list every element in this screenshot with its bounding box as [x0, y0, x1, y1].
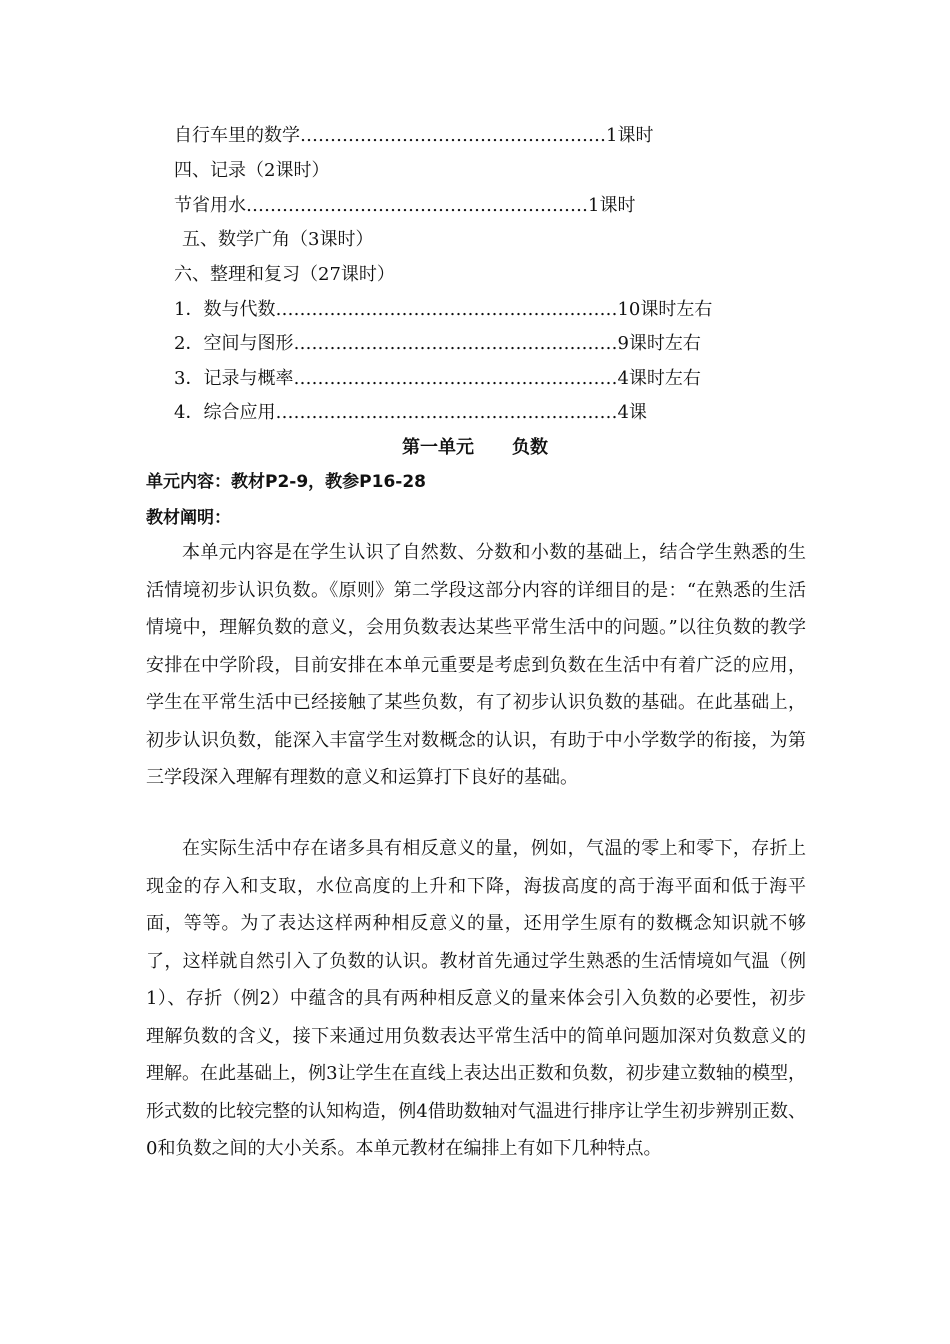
toc-line-bicycle-math: 自行车里的数学……………………………………………1课时 [174, 125, 654, 146]
toc-section-math-corner: 五、数学广角（3课时） [182, 229, 374, 250]
unit-number: 第一单元 [402, 437, 474, 458]
material-heading: 教材阐明： [146, 508, 231, 528]
toc-line-comprehensive: 4．综合应用…………………………………………………4课 [174, 402, 647, 423]
toc-line-number-algebra: 1．数与代数…………………………………………………10课时左右 [174, 299, 713, 320]
toc-line-space-shape: 2．空间与图形………………………………………………9课时左右 [174, 333, 701, 354]
paragraph-1: 本单元内容是在学生认识了自然数、分数和小数的基础上，结合学生熟悉的生活情境初步认识负数。《原则》第二学段这部分内容的详细目的是：“在熟悉的生活情境中，理解负数的意义，会用负数表达某些平常生活中的问题。”以往负数的教学安排在中学阶段，目前安排在本单元重要是考虑到负数在生活中有着广泛的应用，学生在平常生活中已经接触了某些负数，有了初步认识负数的基础。在此基础上，初步认识负数，能深入丰富学生对数概念的认识，有助于中小学数学的衔接，为第三学段深入理解有理数的意义和运算打下良好的基础。 [146, 542, 806, 788]
toc-line-record-probability: 3．记录与概率………………………………………………4课时左右 [174, 368, 701, 389]
toc-section-review: 六、整理和复习（27课时） [174, 264, 395, 285]
toc-section-record: 四、记录（2课时） [174, 160, 330, 181]
toc-line-save-water: 节省用水…………………………………………………1课时 [174, 195, 636, 216]
paragraph-2: 在实际生活中存在诸多具有相反意义的量，例如，气温的零上和零下，存折上现金的存入和支取，水位高度的上升和下降，海拔高度的高于海平面和低于海平面，等等。为了表达这样两种相反意义的量，还用学生原有的数概念知识就不够了，这样就自然引入了负数的认识。教材首先通过学生熟悉的生活情境如气温（例1）、存折（例2）中蕴含的具有两种相反意义的量来体会引入负数的必要性，初步理解负数的含义，接下来通过用负数表达平常生活中的简单问题加深对负数意义的理解。在此基础上，例3让学生在直线上表达出正数和负数，初步建立数轴的模型，形式数的比较完整的认知构造，例4借助数轴对气温进行排序让学生初步辨别正数、0和负数之间的大小关系。本单元教材在编排上有如下几种特点。 [146, 838, 806, 1159]
unit-content-line: 单元内容：教材P2-9，教参P16-28 [146, 472, 427, 492]
unit-name: 负数 [512, 437, 548, 458]
unit-title [0, 436, 950, 460]
